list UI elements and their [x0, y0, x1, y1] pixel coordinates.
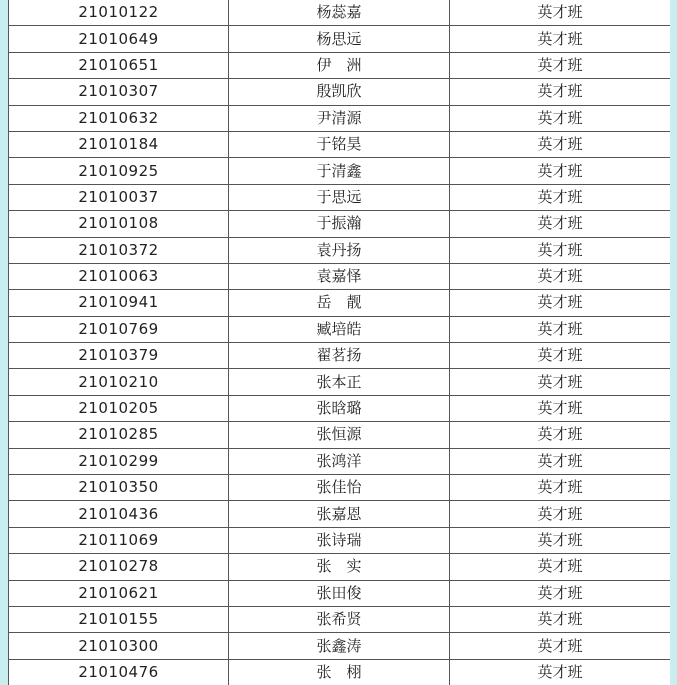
table-row [9, 580, 671, 606]
table-row [9, 475, 671, 501]
class-name-cell: 英才班 [450, 184, 671, 210]
class-name-cell: 英才班 [450, 369, 671, 395]
table-row [9, 237, 671, 263]
student-name-cell: 于铭昊 [229, 131, 450, 157]
table-row [9, 263, 671, 289]
student-name-cell: 张希贤 [229, 606, 450, 632]
class-name-cell: 英才班 [450, 475, 671, 501]
table-row [9, 448, 671, 474]
student-name-cell: 殷凯欣 [229, 79, 450, 105]
table-row [9, 395, 671, 421]
class-name-cell: 英才班 [450, 26, 671, 52]
table-row [9, 290, 671, 316]
student-id-cell: 21010307 [9, 79, 229, 105]
student-name-cell: 张诗瑞 [229, 527, 450, 553]
table-row [9, 659, 671, 685]
class-name-cell: 英才班 [450, 131, 671, 157]
class-name-cell: 英才班 [450, 395, 671, 421]
table-row [9, 26, 671, 52]
table-row [9, 343, 671, 369]
class-name-cell: 英才班 [450, 52, 671, 78]
student-id-cell: 21010649 [9, 26, 229, 52]
student-id-cell: 21010108 [9, 211, 229, 237]
student-name-cell: 于思远 [229, 184, 450, 210]
table-row [9, 501, 671, 527]
class-name-cell: 英才班 [450, 263, 671, 289]
student-name-cell: 于清鑫 [229, 158, 450, 184]
class-name-cell: 英才班 [450, 158, 671, 184]
student-name-cell: 张晗璐 [229, 395, 450, 421]
table-row [9, 422, 671, 448]
student-id-cell: 21010372 [9, 237, 229, 263]
class-name-cell: 英才班 [450, 290, 671, 316]
student-id-cell: 21010210 [9, 369, 229, 395]
student-name-cell: 张田俊 [229, 580, 450, 606]
student-id-cell: 21010278 [9, 554, 229, 580]
class-name-cell: 英才班 [450, 606, 671, 632]
student-id-cell: 21010184 [9, 131, 229, 157]
roster-table [8, 0, 670, 685]
student-name-cell: 杨蕊嘉 [229, 0, 450, 26]
student-id-cell: 21010350 [9, 475, 229, 501]
class-name-cell: 英才班 [450, 422, 671, 448]
class-name-cell: 英才班 [450, 105, 671, 131]
student-id-cell: 21010436 [9, 501, 229, 527]
student-name-cell: 张佳怡 [229, 475, 450, 501]
student-id-cell: 21010285 [9, 422, 229, 448]
class-name-cell: 英才班 [450, 237, 671, 263]
class-name-cell: 英才班 [450, 211, 671, 237]
student-id-cell: 21010632 [9, 105, 229, 131]
class-name-cell: 英才班 [450, 633, 671, 659]
student-id-cell: 21010379 [9, 343, 229, 369]
student-name-cell: 翟茗扬 [229, 343, 450, 369]
class-name-cell: 英才班 [450, 554, 671, 580]
student-id-cell: 21010063 [9, 263, 229, 289]
roster-sheet [8, 0, 670, 685]
table-row [9, 79, 671, 105]
roster-table-body [9, 0, 671, 685]
student-name-cell: 尹清源 [229, 105, 450, 131]
student-id-cell: 21010651 [9, 52, 229, 78]
student-name-cell: 张恒源 [229, 422, 450, 448]
student-name-cell: 张鸿洋 [229, 448, 450, 474]
class-name-cell: 英才班 [450, 0, 671, 26]
student-id-cell: 21010205 [9, 395, 229, 421]
student-id-cell: 21010476 [9, 659, 229, 685]
student-name-cell: 张 实 [229, 554, 450, 580]
student-name-cell: 于振瀚 [229, 211, 450, 237]
student-name-cell: 袁丹扬 [229, 237, 450, 263]
table-row [9, 184, 671, 210]
class-name-cell: 英才班 [450, 343, 671, 369]
class-name-cell: 英才班 [450, 448, 671, 474]
class-name-cell: 英才班 [450, 580, 671, 606]
class-name-cell: 英才班 [450, 501, 671, 527]
student-name-cell: 张 栩 [229, 659, 450, 685]
table-row [9, 105, 671, 131]
table-row [9, 554, 671, 580]
table-row [9, 52, 671, 78]
table-row [9, 369, 671, 395]
student-name-cell: 臧培皓 [229, 316, 450, 342]
table-row [9, 158, 671, 184]
table-row [9, 527, 671, 553]
table-row [9, 131, 671, 157]
student-id-cell: 21010621 [9, 580, 229, 606]
table-row [9, 0, 671, 26]
class-name-cell: 英才班 [450, 659, 671, 685]
table-row [9, 606, 671, 632]
student-id-cell: 21010122 [9, 0, 229, 26]
table-row [9, 316, 671, 342]
student-id-cell: 21010925 [9, 158, 229, 184]
table-row [9, 633, 671, 659]
student-name-cell: 岳 靓 [229, 290, 450, 316]
table-row [9, 211, 671, 237]
student-id-cell: 21011069 [9, 527, 229, 553]
student-id-cell: 21010037 [9, 184, 229, 210]
student-name-cell: 张嘉恩 [229, 501, 450, 527]
student-name-cell: 杨思远 [229, 26, 450, 52]
student-name-cell: 张鑫涛 [229, 633, 450, 659]
student-id-cell: 21010769 [9, 316, 229, 342]
student-name-cell: 袁嘉怿 [229, 263, 450, 289]
student-id-cell: 21010941 [9, 290, 229, 316]
student-id-cell: 21010155 [9, 606, 229, 632]
student-id-cell: 21010300 [9, 633, 229, 659]
class-name-cell: 英才班 [450, 79, 671, 105]
student-name-cell: 伊 洲 [229, 52, 450, 78]
student-name-cell: 张本正 [229, 369, 450, 395]
class-name-cell: 英才班 [450, 316, 671, 342]
class-name-cell: 英才班 [450, 527, 671, 553]
student-id-cell: 21010299 [9, 448, 229, 474]
